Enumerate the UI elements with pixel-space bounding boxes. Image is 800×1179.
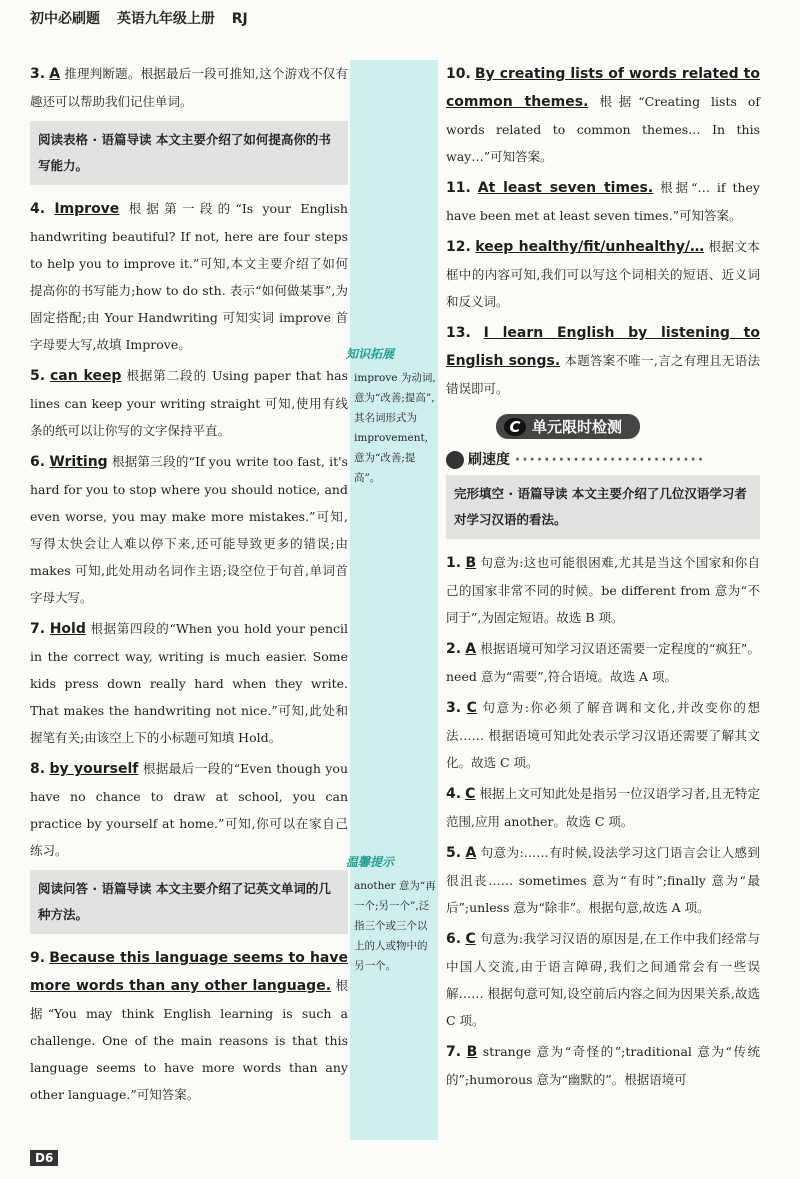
c-logo-icon: C — [504, 418, 526, 436]
unit-test-badge: C 单元限时检测 — [496, 414, 640, 439]
answer-12: 12. keep healthy/fit/unhealthy/… 根据文本框中的内容可知,我们可以写这个词相关的短语、近义词和反义词。 — [446, 239, 760, 309]
answer-10: 10. By creating lists of words related to common themes. 根据“Creating lists of words related to common themes… In this way…”可知答案。 — [446, 66, 760, 164]
answer-11: 11. At least seven times. 根据“… if they have been met at least seven times.”可知答案。 — [446, 180, 760, 223]
running-header — [30, 8, 260, 28]
cloze-answer-5: 5. A 句意为:……有时候,设法学习这门语言会让人感到很沮丧…… sometimes 意为“有时”;finally 意为“最后”;unless 意为“除非”。根据句意,故选 A 项。 — [446, 845, 760, 915]
cloze-answer-3: 3. C 句意为:你必须了解音调和文化,并改变你的想法…… 根据语境可知此处表示学习汉语还需要了解其文化。故选 C 项。 — [446, 700, 761, 770]
answer-4: 4. Improve 根据第一段的“Is your English handwriting beautiful? If not, here are four steps to help you to improve it.”可知,本文主要介绍了如何提高你的书写能力;how to do sth. 表示“如何做某事”,为固定搭配;由 Your Handwriting 可知实词 improve 首字母要大写,故填 Improve。 — [30, 201, 348, 352]
margin-note-another: another 意为“再一个;另一个”,泛指三个或三个以上的人或物中的另一个。 — [354, 880, 436, 972]
answer-6: 6. Writing 根据第三段的“If you write too fast, it's hard for you to stop where you should notice, and even worse, you may make more mistakes.”可知,写得太快会让人难以停下来,还可能导致更多的错误;由 makes 可知,此处用动名词作主语;设空位于句首,单词首字母大写。 — [30, 454, 348, 605]
cloze-answer-4: 4. C 根据上文可知此处是指另一位汉语学习者,且无特定范围,应用 another。故选 C 项。 — [446, 786, 760, 829]
answer-7: 7. Hold 根据第四段的“When you hold your pencil in the correct way, writing is much easier. Some kids press down really hard when they write. That makes the handwriting not nice.”可知,此处和握笔有关;由该空上下的小标题可知填 Hold。 — [30, 621, 348, 745]
cloze-answer-7: 7. B strange 意为“奇怪的”;traditional 意为“传统的”;humorous 意为“幽默的”。根据语境可 — [446, 1044, 760, 1087]
passage-guide-2: 阅读问答 · 语篇导读 本文主要介绍了记英文单词的几种方法。 — [30, 870, 348, 934]
answer-9: 9. Because this language seems to have more words than any other language. 根据“You may think English learning is such a challenge. One of the main reasons is that this language seems to have more words than any other language.”可知答案。 — [30, 950, 348, 1102]
margin-title-tip: 温馨提示 — [346, 855, 395, 869]
book-title: 英语九年级上册 — [116, 11, 215, 27]
passage-guide-3: 完形填空 · 语篇导读 本文主要介绍了几位汉语学习者对学习汉语的看法。 — [446, 475, 760, 539]
cloze-answer-1: 1. B 句意为:这也可能很困难,尤其是当这个国家和你自己的国家非常不同的时候。be different from 意为“不同于”,为固定短语。故选 B 项。 — [446, 555, 760, 625]
margin-strip — [350, 60, 438, 1140]
stopwatch-icon — [446, 451, 464, 469]
passage-guide-1: 阅读表格 · 语篇导读 本文主要介绍了如何提高你的书写能力。 — [30, 121, 348, 185]
edition: RJ — [231, 11, 248, 27]
series-title: 初中必刷题 — [30, 11, 100, 27]
right-column — [446, 60, 760, 1097]
answer-8: 8. by yourself 根据最后一段的“Even though you have no chance to draw at school, you can practice by yourself at home.”可知,你可以在家自己练习。 — [30, 761, 349, 858]
answer-3: 3. A 推理判断题。根据最后一段可推知,这个游戏不仅有趣还可以帮助我们记住单词。 — [30, 66, 348, 109]
cloze-answer-2: 2. A 根据语境可知学习汉语还需要一定程度的“疯狂”。need 意为“需要”,符合语境。故选 A 项。 — [446, 641, 760, 684]
cloze-answer-6: 6. C 句意为:我学习汉语的原因是,在工作中我们经常与中国人交流,由于语言障碍,我们之间通常会有一些误解…… 根据句意可知,设空前后内容之间为因果关系,故选 C 项。 — [446, 931, 760, 1028]
margin-title-knowledge: 知识拓展 — [346, 347, 395, 361]
answer-13: 13. I learn English by listening to English songs. 本题答案不唯一,言之有理且无语法错误即可。 — [446, 325, 760, 396]
speed-section-header: 刷速度 ·························· — [446, 449, 760, 469]
margin-note-improve: improve 为动词,意为“改善;提高”,其名词形式为 improvement,意为“改善;提高”。 — [354, 372, 436, 484]
left-column — [30, 60, 348, 1112]
answer-5: 5. can keep 根据第二段的 Using paper that has lines can keep your writing straight 可知,使用有线条的纸可以让你写的文字保持平直。 — [30, 368, 348, 438]
page-number: D6 — [30, 1150, 58, 1166]
